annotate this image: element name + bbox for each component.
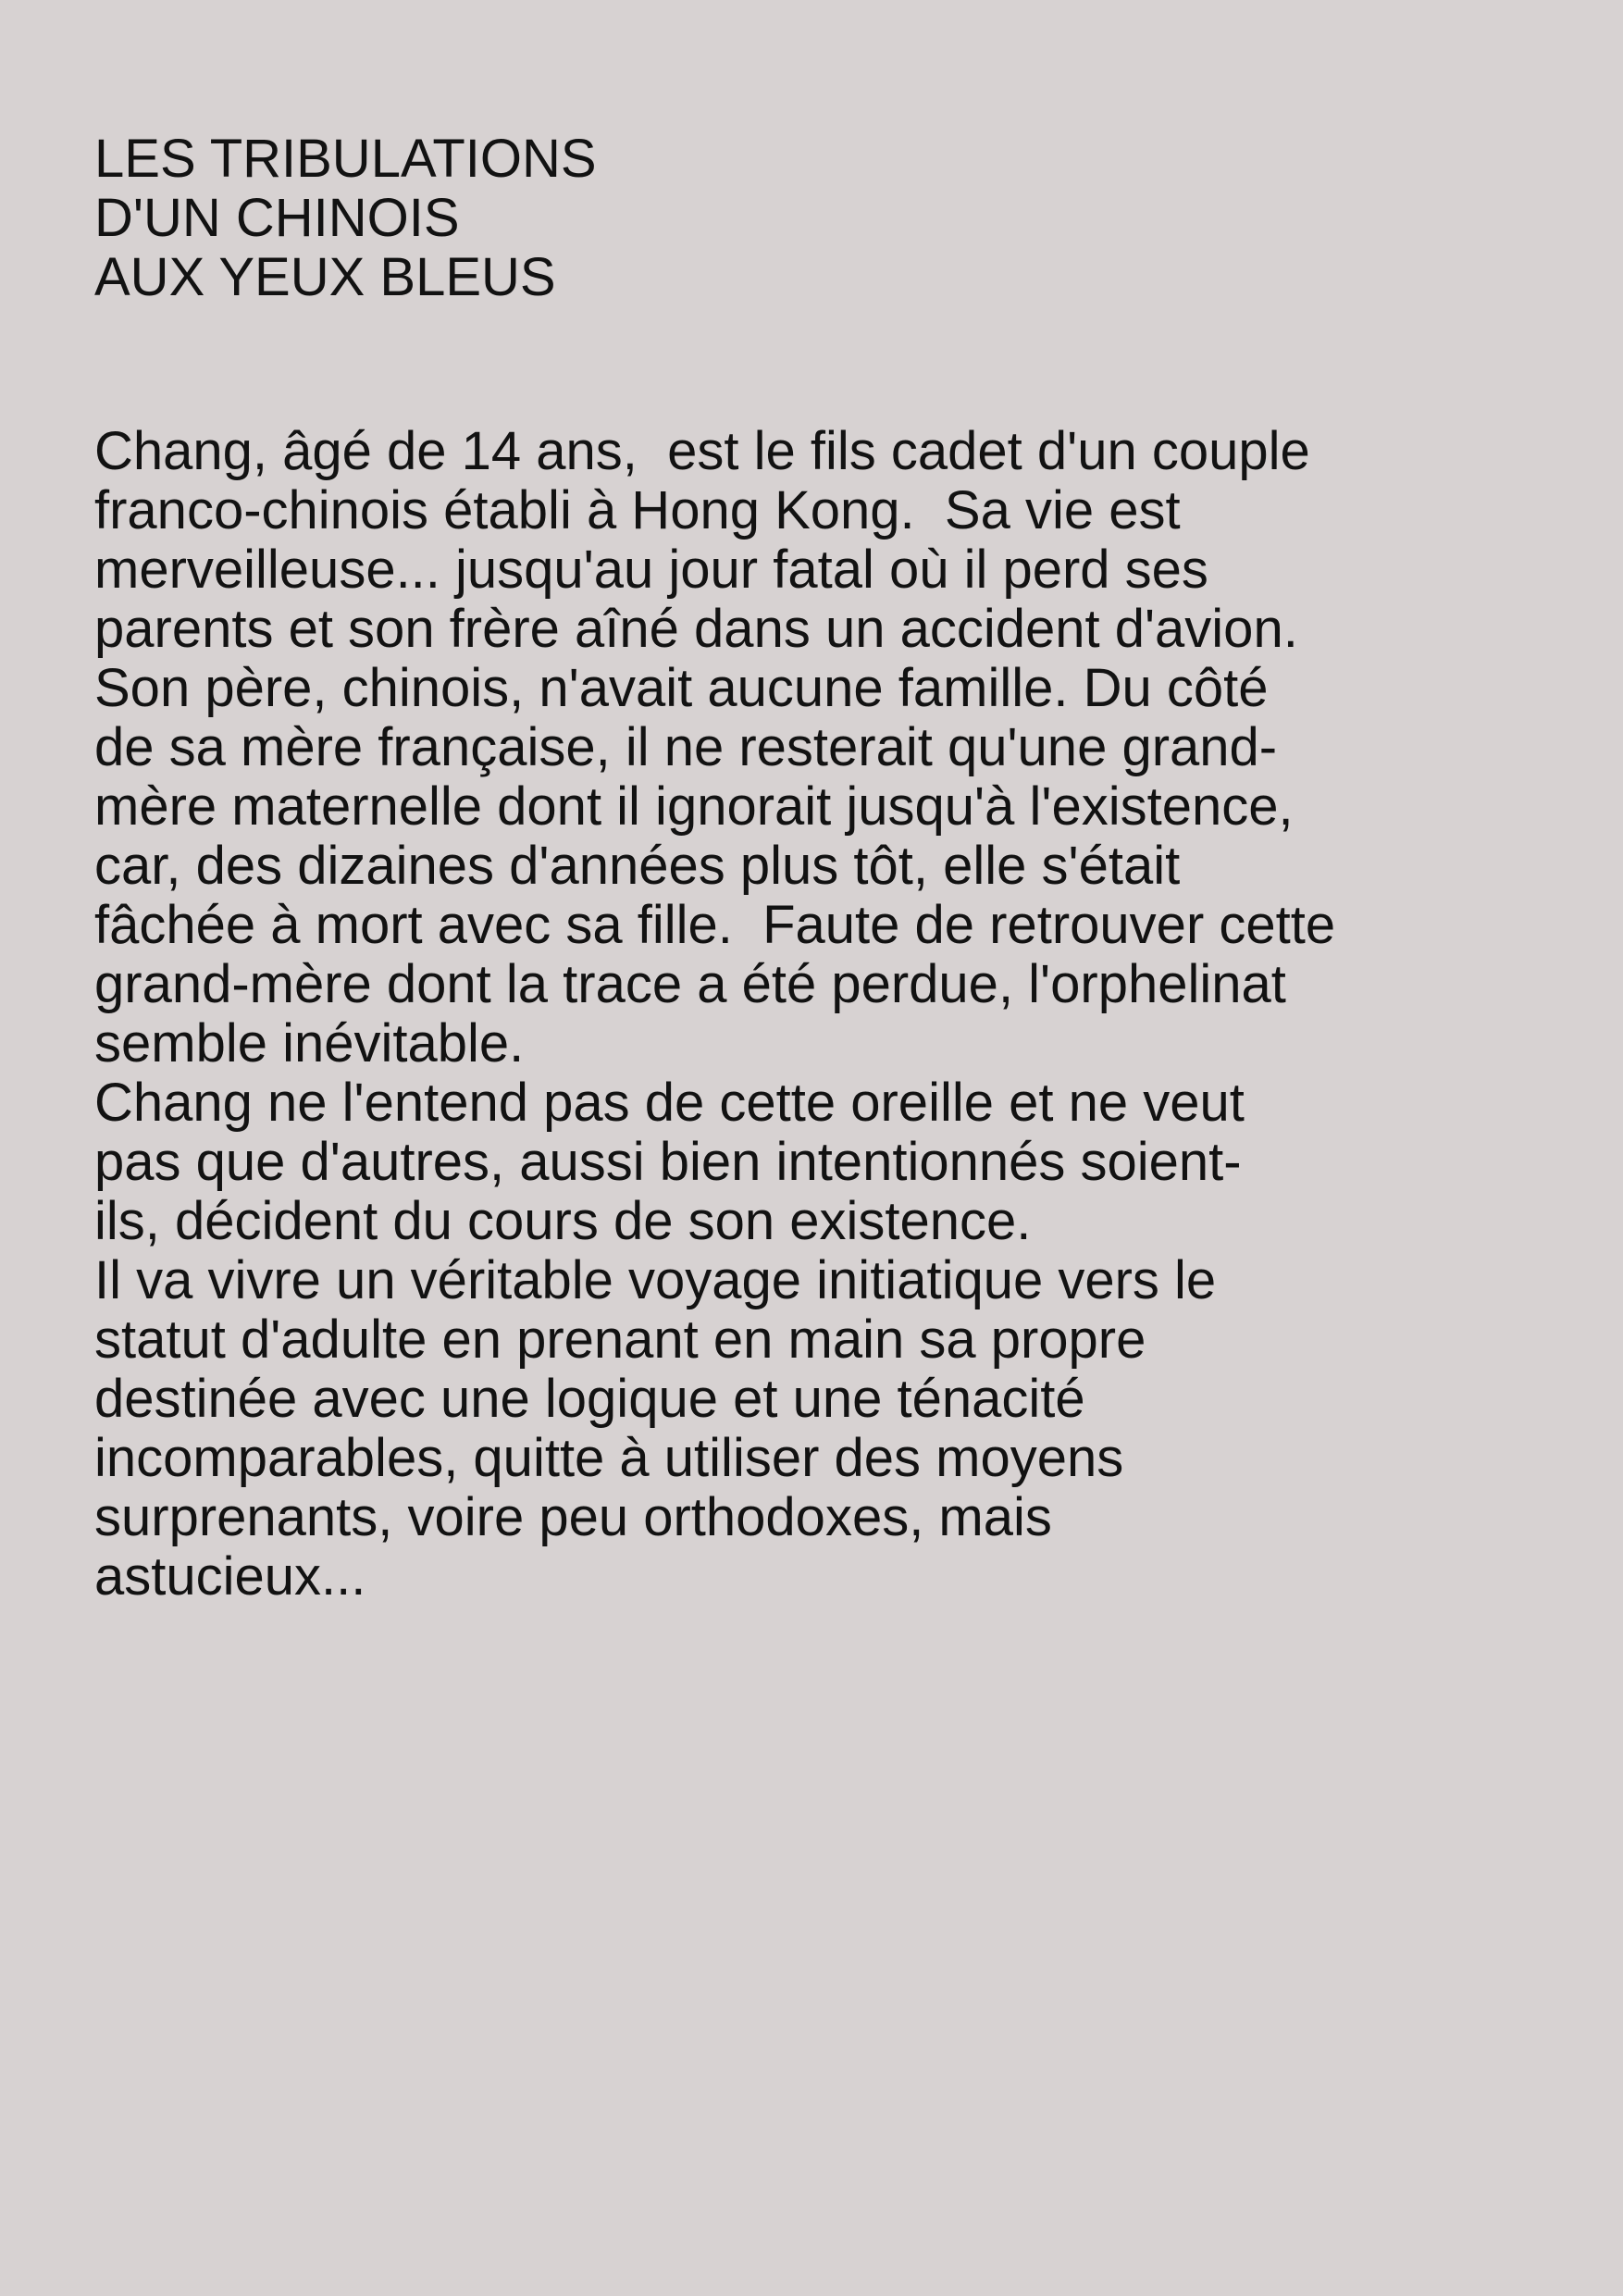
text-line: pas que d'autres, aussi bien intentionnés soient- bbox=[94, 1132, 1242, 1192]
synopsis-text bbox=[94, 422, 1538, 1607]
text-line: ils, décident du cours de son existence. bbox=[94, 1191, 1032, 1251]
text-line: grand-mère dont la trace a été perdue, l'orphelinat bbox=[94, 954, 1286, 1014]
text-line: semble inévitable. bbox=[94, 1013, 525, 1074]
text-line: surprenants, voire peu orthodoxes, mais bbox=[94, 1487, 1052, 1547]
text-line: merveilleuse... jusqu'au jour fatal où il perd ses bbox=[94, 540, 1208, 600]
text-line: Son père, chinois, n'avait aucune famille. Du côté bbox=[94, 658, 1269, 718]
text-line: parents et son frère aîné dans un accident d'avion. bbox=[94, 599, 1298, 659]
document-page bbox=[94, 130, 1538, 1607]
synopsis-paragraph-2 bbox=[94, 1074, 1538, 1251]
text-line: mère maternelle dont il ignorait jusqu'à l'existence, bbox=[94, 776, 1294, 837]
book-title bbox=[94, 130, 1538, 307]
book-title-line: D'UN CHINOIS bbox=[94, 188, 460, 248]
text-line: fâchée à mort avec sa fille. Faute de retrouver cette bbox=[94, 895, 1336, 955]
text-line: Il va vivre un véritable voyage initiatique vers le bbox=[94, 1250, 1217, 1310]
text-line: franco-chinois établi à Hong Kong. Sa vie est bbox=[94, 480, 1181, 540]
text-line: Chang, âgé de 14 ans, est le fils cadet d'un couple bbox=[94, 421, 1310, 481]
text-line: Chang ne l'entend pas de cette oreille et ne veut bbox=[94, 1073, 1245, 1133]
text-line: statut d'adulte en prenant en main sa propre bbox=[94, 1309, 1146, 1370]
synopsis-paragraph-3 bbox=[94, 1251, 1538, 1607]
synopsis-paragraph-1 bbox=[94, 422, 1538, 1074]
text-line: astucieux... bbox=[94, 1546, 366, 1607]
book-title-line: LES TRIBULATIONS bbox=[94, 129, 597, 189]
text-line: destinée avec une logique et une ténacité bbox=[94, 1369, 1085, 1429]
book-title-line: AUX YEUX BLEUS bbox=[94, 247, 556, 307]
text-line: car, des dizaines d'années plus tôt, elle s'était bbox=[94, 836, 1181, 896]
text-line: de sa mère française, il ne resterait qu'une grand- bbox=[94, 717, 1278, 777]
text-line: incomparables, quitte à utiliser des moyens bbox=[94, 1428, 1124, 1488]
